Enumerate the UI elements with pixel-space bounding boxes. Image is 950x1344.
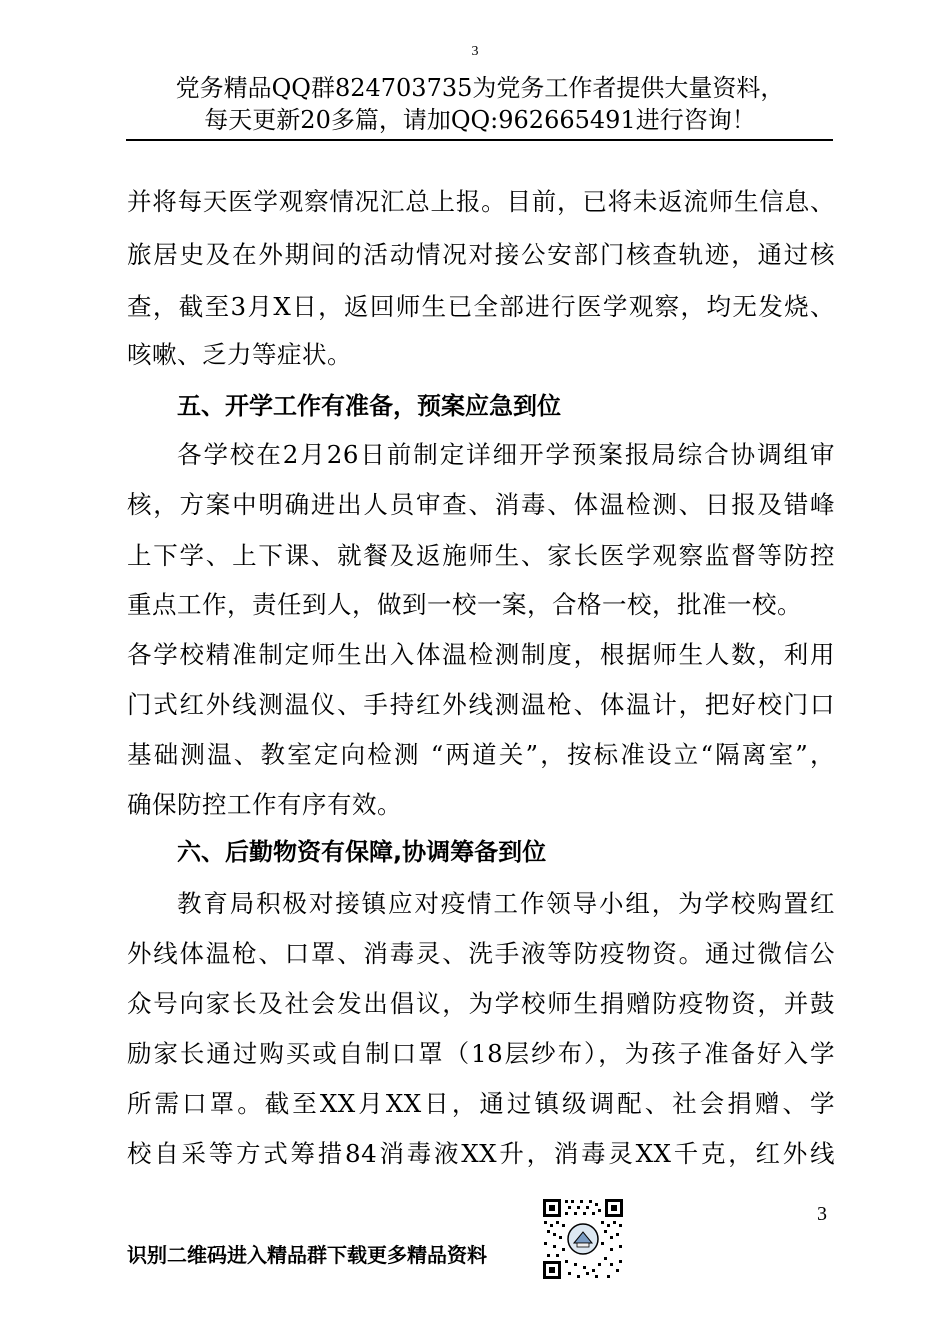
body-line: 所需口罩。截至XX月XX日，通过镇级调配、社会捐赠、学 <box>127 1089 835 1118</box>
body-line: 外线体温枪、口罩、消毒灵、洗手液等防疫物资。通过微信公 <box>127 939 835 968</box>
body-line: 校自采等方式筹措84消毒液XX升，消毒灵XX千克，红外线 <box>127 1139 835 1168</box>
footer-qr-note: 识别二维码进入精品群下载更多精品资料 <box>127 1243 487 1267</box>
body-line: 各学校精准制定师生出入体温检测制度，根据师生人数，利用 <box>127 640 835 669</box>
body-line: 门式红外线测温仪、手持红外线测温枪、体温计，把好校门口 <box>127 690 835 719</box>
bottom-page-number: 3 <box>817 1203 827 1225</box>
body-line: 确保防控工作有序有效。 <box>127 790 402 819</box>
body-line: 咳嗽、乏力等症状。 <box>127 340 352 369</box>
body-line: 励家长通过购买或自制口罩（18层纱布），为孩子准备好入学 <box>127 1039 835 1068</box>
body-line: 上下学、上下课、就餐及返施师生、家长医学观察监督等防控 <box>127 541 835 570</box>
qr-code-icon[interactable] <box>541 1197 625 1281</box>
top-page-number: 3 <box>471 44 479 59</box>
body-line: 各学校在2月26日前制定详细开学预案报局综合协调组审 <box>177 440 835 469</box>
body-line: 核，方案中明确进出人员审查、消毒、体温检测、日报及错峰 <box>127 490 835 519</box>
body-line: 查，截至3月X日，返回师生已全部进行医学观察，均无发烧、 <box>127 292 835 321</box>
header-promo-line-2: 每天更新20多篇，请加QQ:962665491进行咨询！ <box>204 106 756 134</box>
header-divider <box>126 139 833 141</box>
section-heading-6: 六、后勤物资有保障,协调筹备到位 <box>177 838 547 866</box>
body-line: 基础测温、教室定向检测 “两道关”，按标准设立“隔离室”， <box>127 740 835 769</box>
section-heading-5: 五、开学工作有准备，预案应急到位 <box>177 392 561 420</box>
header-promo-line-1: 党务精品QQ群824703735为党务工作者提供大量资料， <box>175 74 785 102</box>
body-line: 教育局积极对接镇应对疫情工作领导小组，为学校购置红 <box>177 889 835 918</box>
body-line: 重点工作，责任到人，做到一校一案，合格一校，批准一校。 <box>127 590 802 619</box>
body-line: 并将每天医学观察情况汇总上报。目前，已将未返流师生信息、 <box>127 187 835 216</box>
body-line: 旅居史及在外期间的活动情况对接公安部门核查轨迹，通过核 <box>127 240 835 269</box>
body-line: 众号向家长及社会发出倡议，为学校师生捐赠防疫物资，并鼓 <box>127 989 835 1018</box>
